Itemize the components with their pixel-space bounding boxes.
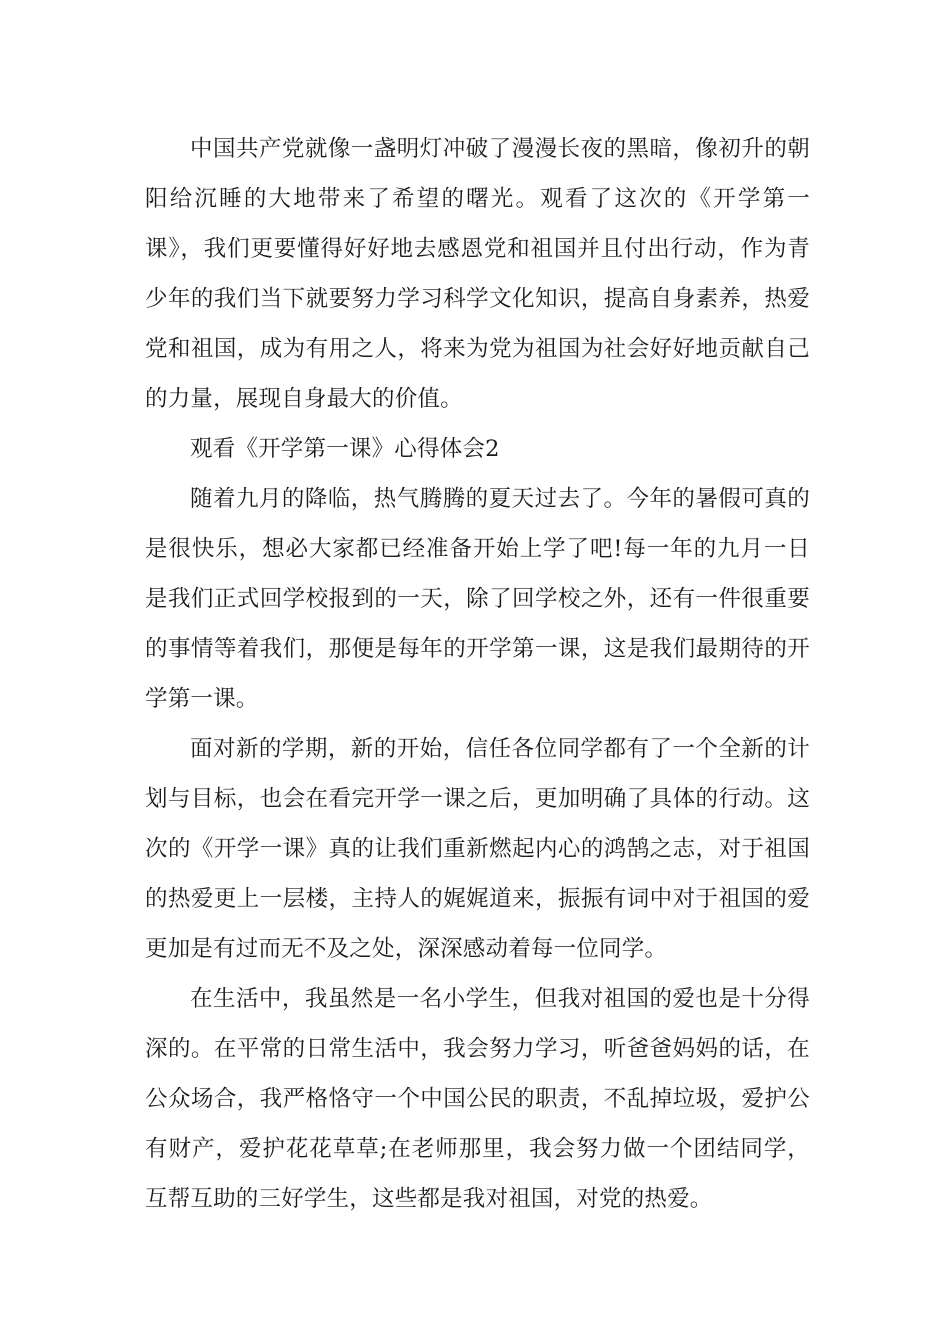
document-body bbox=[145, 124, 810, 1224]
paragraph-1: 中国共产党就像一盏明灯冲破了漫漫长夜的黑暗，像初升的朝阳给沉睡的大地带来了希望的曙光。观看了这次的《开学第一课》，我们更要懂得好好地去感恩党和祖国并且付出行动，作为青少年的我们当下就要努力学习科学文化知识，提高自身素养，热爱党和祖国，成为有用之人，将来为党为祖国为社会好好地贡献自己的力量，展现自身最大的价值。 bbox=[145, 136, 810, 412]
paragraph-3: 面对新的学期，新的开始，信任各位同学都有了一个全新的计划与目标，也会在看完开学一课之后，更加明确了具体的行动。这次的《开学一课》真的让我们重新燃起内心的鸿鹄之志，对于祖国的热爱更上一层楼，主持人的娓娓道来，振振有词中对于祖国的爱更加是有过而无不及之处，深深感动着每一位同学。 bbox=[145, 736, 810, 962]
paragraph-4: 在生活中，我虽然是一名小学生，但我对祖国的爱也是十分得深的。在平常的日常生活中，我会努力学习，听爸爸妈妈的话，在公众场合，我严格恪守一个中国公民的职责，不乱掉垃圾，爱护公有财产，爱护花花草草;在老师那里，我会努力做一个团结同学，互帮互助的三好学生，这些都是我对祖国，对党的热爱。 bbox=[145, 986, 810, 1212]
paragraph-2: 随着九月的降临，热气腾腾的夏天过去了。今年的暑假可真的是很快乐，想必大家都已经准备开始上学了吧!每一年的九月一日是我们正式回学校报到的一天，除了回学校之外，还有一件很重要的事情等着我们，那便是每年的开学第一课，这是我们最期待的开学第一课。 bbox=[145, 486, 810, 712]
section-heading: 观看《开学第一课》心得体会2 bbox=[190, 436, 500, 462]
